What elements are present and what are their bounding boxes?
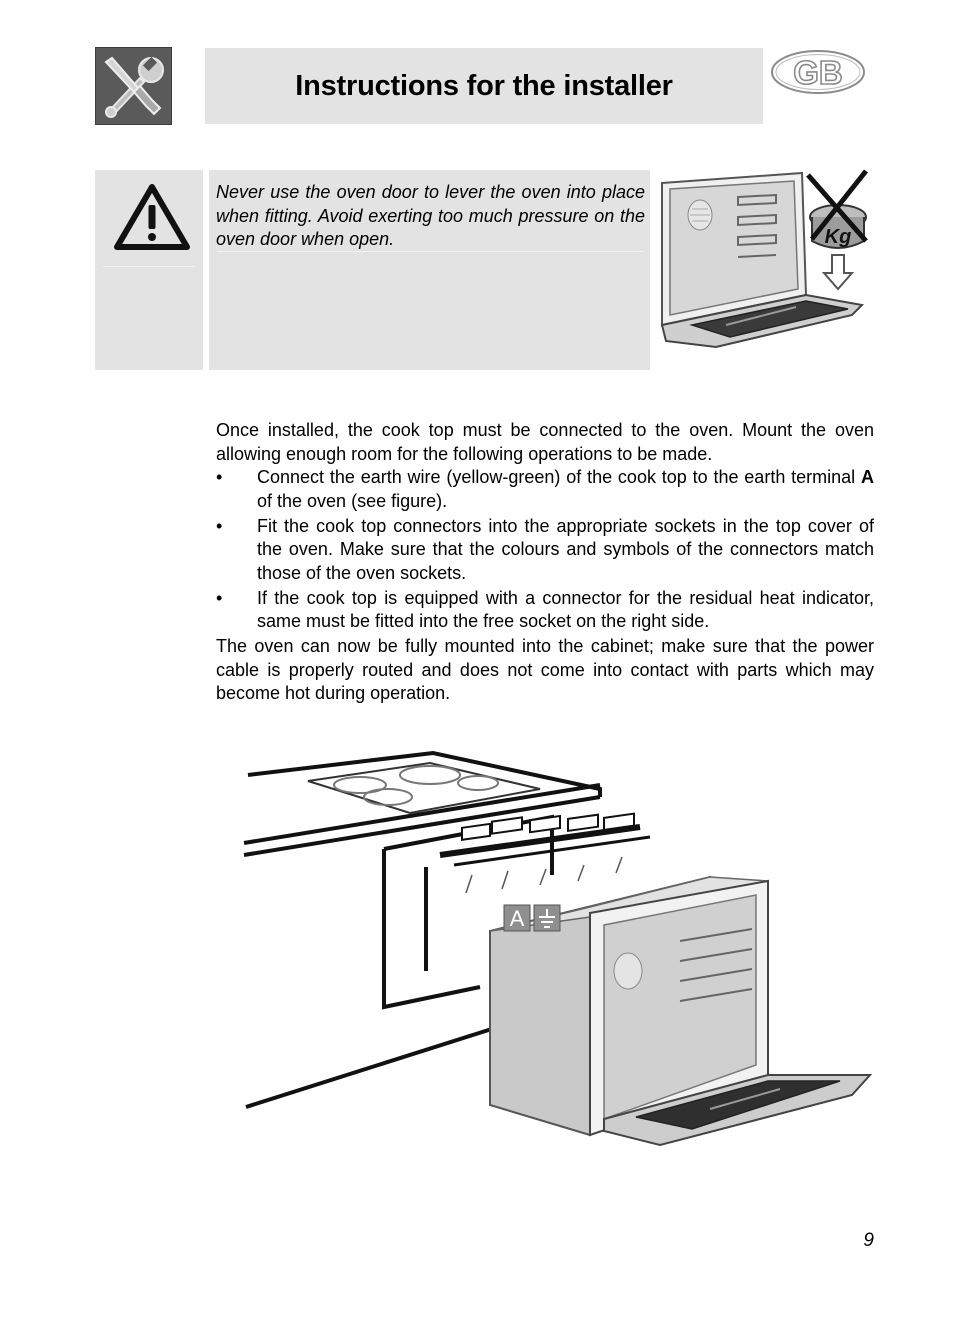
warning-panel bbox=[209, 170, 650, 370]
warning-triangle-icon bbox=[113, 183, 191, 253]
cooktop-connectors bbox=[440, 814, 650, 893]
bullet: • bbox=[216, 587, 223, 608]
intro-paragraph: Once installed, the cook top must be connected to the oven. Mount the oven allowing enough room for the following operations to be made. bbox=[216, 420, 874, 464]
fan-grille-icon bbox=[688, 200, 712, 230]
oven bbox=[490, 877, 870, 1145]
instruction-list bbox=[216, 466, 874, 634]
terminal-label: A bbox=[861, 467, 874, 487]
list-item: • Connect the earth wire (yellow-green) of the cook top to the earth terminal A of the oven (see figure). bbox=[216, 467, 874, 511]
title-bar bbox=[205, 48, 763, 124]
warning-text: Never use the oven door to lever the oven into place when fitting. Avoid exerting too much pressure on the oven door when open. bbox=[216, 182, 645, 249]
country-badge bbox=[770, 49, 866, 95]
cooktop-oven-connection-figure bbox=[240, 745, 880, 1180]
divider bbox=[217, 251, 644, 252]
terminal-label: A bbox=[509, 906, 525, 931]
divider bbox=[103, 266, 195, 267]
bullet: • bbox=[216, 515, 223, 536]
list-item: • If the cook top is equipped with a connector for the residual heat indicator, same must be fitted into the free socket on the right side. bbox=[216, 587, 874, 631]
page-title: Instructions for the installer bbox=[295, 69, 673, 102]
closing-paragraph: The oven can now be fully mounted into the cabinet; make sure that the power cable is properly routed and does not come into contact with parts which may become hot during operation. bbox=[216, 636, 874, 703]
weight-label: Kg bbox=[824, 226, 852, 248]
country-code: GB bbox=[793, 54, 843, 91]
down-arrow-icon bbox=[824, 255, 852, 289]
page-number: 9 bbox=[863, 1230, 874, 1251]
wrench-screwdriver-icon bbox=[95, 47, 172, 125]
bullet: • bbox=[216, 467, 223, 487]
oven-door-warning-illustration bbox=[656, 165, 876, 373]
list-item: • Fit the cook top connectors into the appropriate sockets in the top cover of the oven. Make sure that the colours and symbols of the connectors match those of the oven sockets. bbox=[216, 515, 874, 583]
installation-instructions bbox=[216, 419, 874, 706]
